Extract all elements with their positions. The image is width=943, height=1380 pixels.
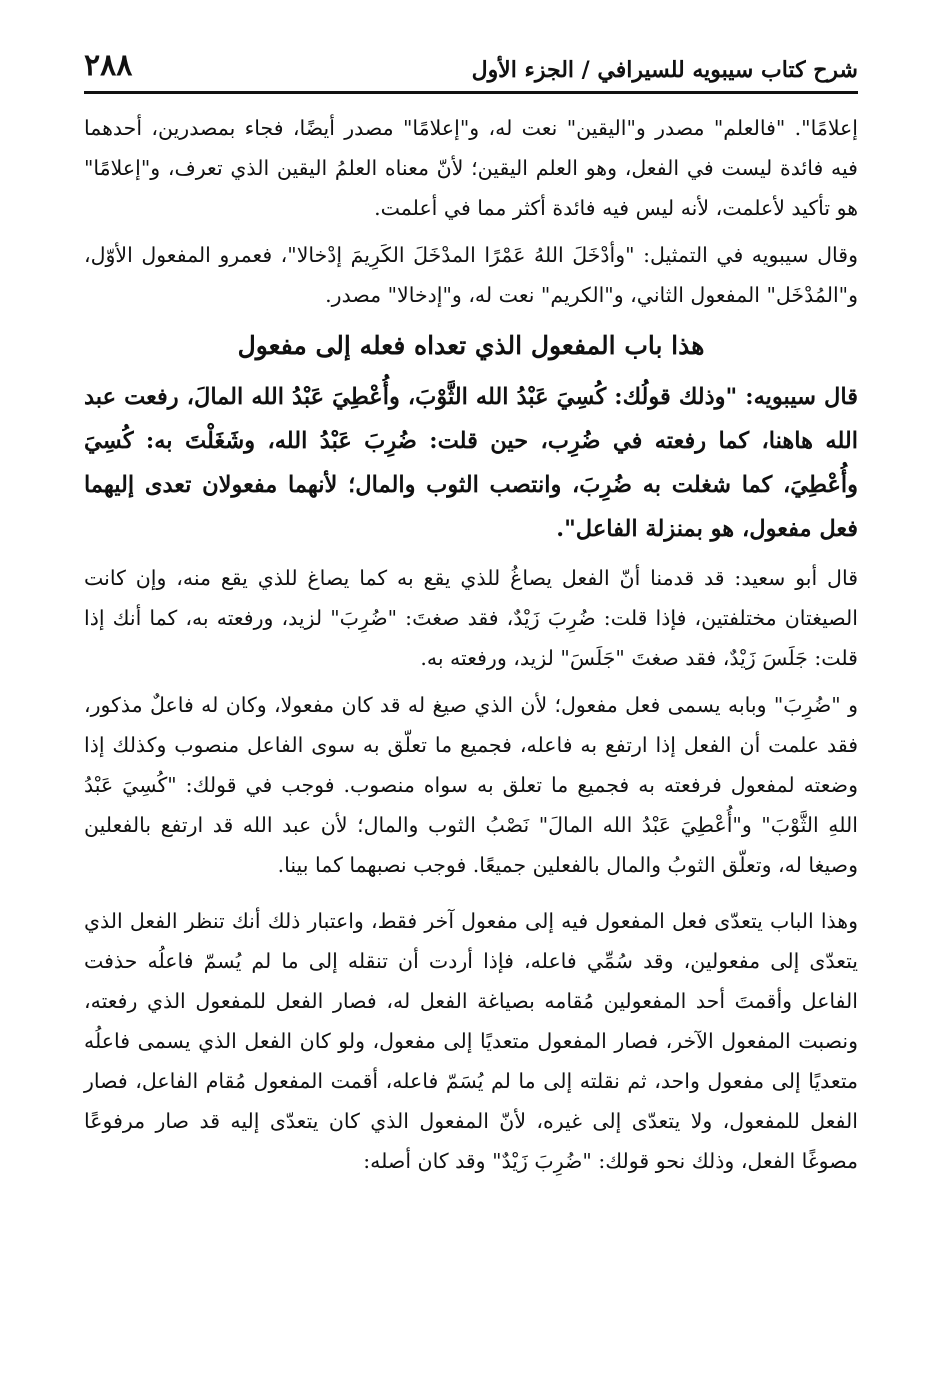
sibawayh-quote: قال سيبويه: "وذلك قولُك: كُسِيَ عَبْدُ الله الثَّوْبَ، وأُعْطِيَ عَبْدُ الله المالَ، رفعت عبد الله هاهنا، كما رفعته في ضُرِب، حين قلت: ضُرِبَ عَبْدُ الله، وشَغَلْتَ به: كُسِيَ وأُعْطِيَ، كما شغلت به ضُرِبَ، وانتصب الثوب والمال؛ لأنهما مفعولان تعدى إليهما فعل مفعول، هو بمنزلة الفاعل". xyxy=(84,384,858,542)
page-body xyxy=(84,108,858,1181)
page-header xyxy=(84,36,858,94)
section-heading: هذا باب المفعول الذي تعداه فعله إلى مفعول xyxy=(237,331,705,360)
page-number: ٢٨٨ xyxy=(84,48,133,83)
commentary-paragraph-2: و "ضُرِبَ" وبابه يسمى فعل مفعول؛ لأن الذي صيغ له قد كان مفعولا، وكان له فاعلٌ مذكور، فقد علمت أن الفعل إذا ارتفع به فاعله، فجميع ما تعلّق به سوى الفاعل منصوب وكذلك إذا وضعته لمفعول فرفعته به فجميع ما تعلق به سواه منصوب. فوجب في قولك: "كُسِيَ عَبْدُ اللهِ الثَّوْبَ" و"أُعْطِيَ عَبْدُ الله المالَ" نَصْبُ الثوب والمال؛ لأن عبد الله قد ارتفع بالفعلين وصيغا له، وتعلّق الثوبُ والمال بالفعلين جميعًا. فوجب نصبهما كما بينا. xyxy=(84,693,858,877)
paragraph-1: إعلامًا". "فالعلم" مصدر و"اليقين" نعت له، و"إعلامًا" مصدر أيضًا، فجاء بمصدرين، أحدهما فيه فائدة ليست في الفعل، وهو العلم اليقين؛ لأنّ معناه العلمُ اليقين الذي تعرف، و"إعلامًا" هو تأكيد لأعلمت، لأنه ليس فيه فائدة أكثر مما في أعلمت. xyxy=(84,116,858,220)
running-title: شرح كتاب سيبويه للسيرافي / الجزء الأول xyxy=(471,57,858,83)
commentary-paragraph-1: قال أبو سعيد: قد قدمنا أنّ الفعل يصاغُ للذي يقع به كما يصاغ للذي يقع منه، وإن كانت الصيغتان مختلفتين، فإذا قلت: ضُرِبَ زَيْدٌ، فقد صغتَ: "ضُرِبَ" لزيد، ورفعته به، كما أنك إذا قلت: جَلَسَ زَيْدٌ، فقد صغتَ "جَلَسَ" لزيد، ورفعته به. xyxy=(84,566,858,670)
commentary-paragraph-3: وهذا الباب يتعدّى فعل المفعول فيه إلى مفعول آخر فقط، واعتبار ذلك أنك تنظر الفعل الذي يتعدّى إلى مفعولين، وقد سُمِّي فاعله، فإذا أردت أن تنقله إلى ما لم يُسمّ فاعلُه حذفت الفاعل وأقمتَ أحد المفعولين مُقامه بصياغة الفعل له، فصار الفعل للمفعول الذي رفعته، ونصبت المفعول الآخر، فصار المفعول متعديًا إلى مفعول، ولو كان الفعل الذي يسمى فاعلُه متعديًا إلى مفعول واحد، ثم نقلته إلى ما لم يُسَمّ فاعله، أقمت المفعول مُقام الفاعل، فصار الفعل للمفعول، ولا يتعدّى إلى غيره، لأنّ المفعول الذي كان يتعدّى إليه قد صار مرفوعًا مصوغًا الفعل، وذلك نحو قولك: "ضُرِبَ زَيْدٌ" وقد كان أصله: xyxy=(84,909,858,1173)
paragraph-2: وقال سيبويه في التمثيل: "وأدْخَلَ اللهُ عَمْرًا المدْخَلَ الكَرِيمَ إدْخالا"، فعمرو المفعول الأوّل، و"المُدْخَل" المفعول الثاني، و"الكريم" نعت له، و"إدخالا" مصدر. xyxy=(84,243,858,307)
